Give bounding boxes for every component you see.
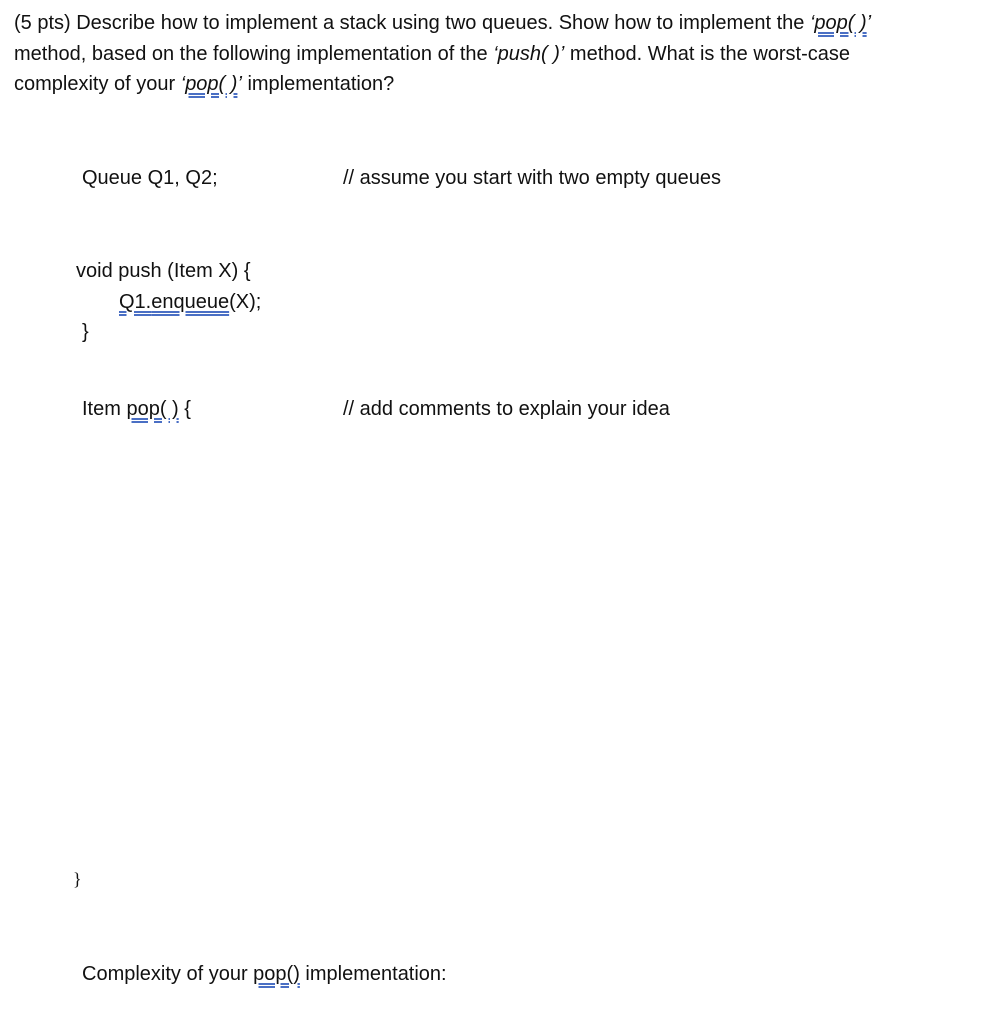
push-close-brace: } — [82, 321, 89, 343]
pop-close-brace: } — [73, 869, 82, 889]
push-signature: void push (Item X) { — [76, 260, 251, 282]
pop-method-ref: pop( ) — [185, 73, 238, 95]
question-line-1: (5 pts) Describe how to implement a stack using two queues. Show how to implement the ‘pop( )’ — [14, 12, 872, 34]
queue-declaration: Queue Q1, Q2; — [82, 167, 218, 189]
push-body: Q1.enqueue(X); — [119, 291, 262, 313]
pop-method-ref: pop( ) — [814, 12, 867, 34]
question-line-3: complexity of your ‘pop( )’ implementation? — [14, 73, 395, 95]
pop-signature: Item pop( ) { — [82, 398, 191, 420]
queue-comment: // assume you start with two empty queues — [343, 167, 721, 189]
pop-comment: // add comments to explain your idea — [343, 398, 670, 420]
push-method-ref: push( ) — [497, 43, 560, 65]
complexity-prompt: Complexity of your pop() implementation: — [82, 963, 447, 985]
question-line-2: method, based on the following implementation of the ‘push( )’ method. What is the worst-case — [14, 43, 851, 65]
